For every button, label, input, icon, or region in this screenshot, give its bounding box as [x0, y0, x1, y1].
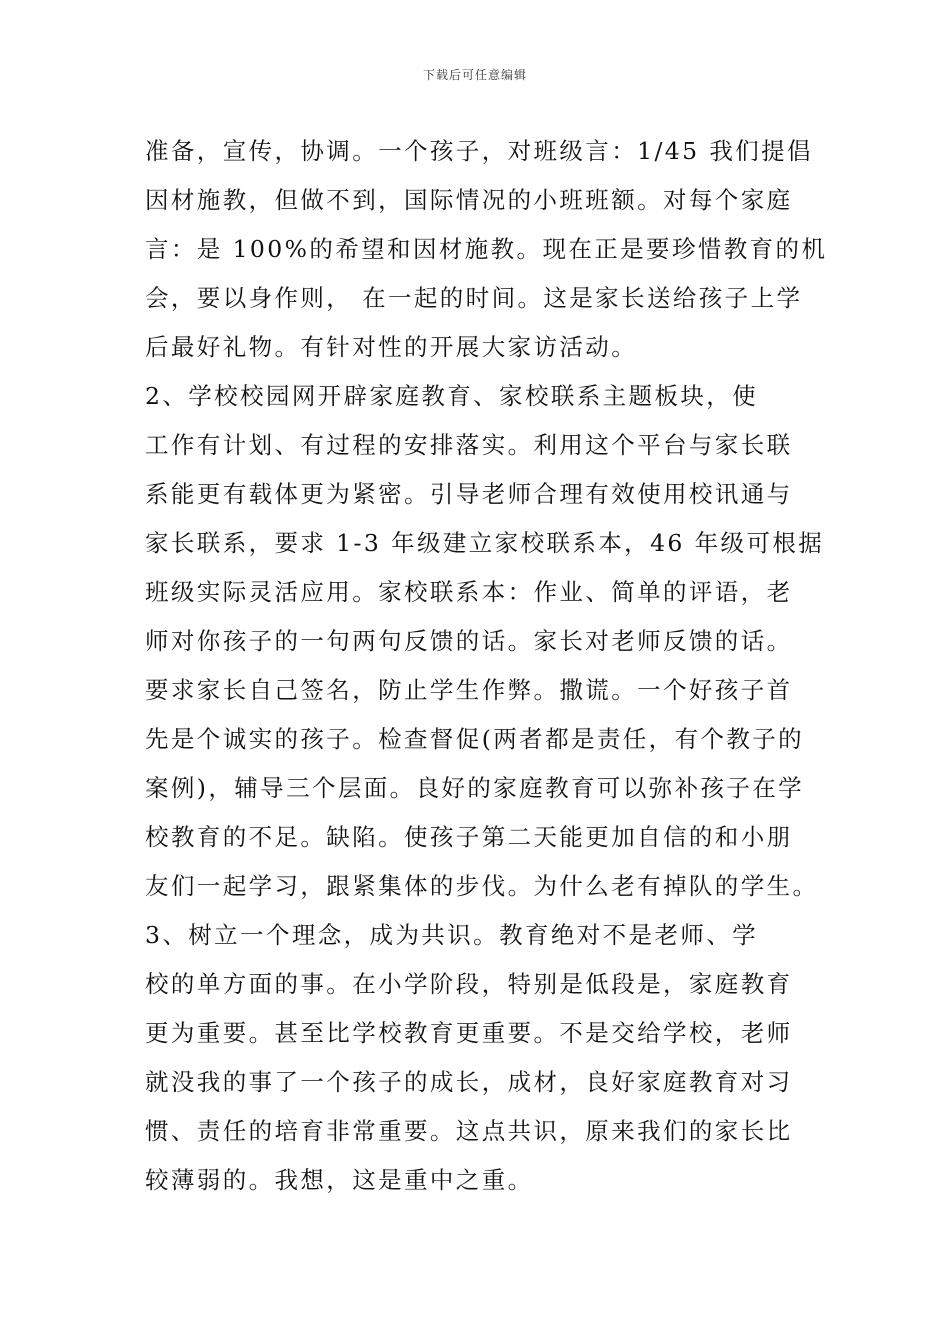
text-line: 友们一起学习，跟紧集体的步伐。为什么老有掉队的学生。 [145, 872, 819, 900]
page-header: 下载后可任意编辑 [422, 68, 527, 82]
text-line: 校的单方面的事。在小学阶段，特别是低段是，家庭教育 [145, 970, 793, 998]
text-line: 准备，宣传，协调。一个孩子，对班级言：1/45 我们提倡 [145, 137, 813, 165]
document-body [145, 127, 828, 1205]
text-line: 惯、责任的培育非常重要。这点共识，原来我们的家长比 [145, 1117, 793, 1145]
text-line: 3、树立一个理念，成为共识。教育绝对不是老师、学 [145, 921, 759, 949]
text-line: 就没我的事了一个孩子的成长，成材，良好家庭教育对习 [145, 1068, 793, 1096]
text-line: 较薄弱的。我想，这是重中之重。 [145, 1166, 534, 1194]
text-line: 系能更有载体更为紧密。引导老师合理有效使用校讯通与 [145, 480, 793, 508]
text-line: 师对你孩子的一句两句反馈的话。家长对老师反馈的话。 [145, 627, 793, 655]
text-line: 2、学校校园网开辟家庭教育、家校联系主题板块，使 [145, 382, 759, 410]
text-line: 更为重要。甚至比学校教育更重要。不是交给学校，老师 [145, 1019, 793, 1047]
text-line: 班级实际灵活应用。家校联系本：作业、简单的评语，老 [145, 578, 793, 606]
text-line: 会，要以身作则， 在一起的时间。这是家长送给孩子上学 [145, 284, 803, 312]
text-line: 校教育的不足。缺陷。使孩子第二天能更加自信的和小朋 [145, 823, 793, 851]
text-line: 要求家长自己签名，防止学生作弊。撒谎。一个好孩子首 [145, 676, 793, 704]
text-line: 家长联系，要求 1-3 年级建立家校联系本，46 年级可根据 [145, 529, 825, 557]
text-line: 因材施教，但做不到，国际情况的小班班额。对每个家庭 [145, 186, 793, 214]
text-line: 先是个诚实的孩子。检查督促(两者都是责任，有个教子的 [145, 725, 805, 753]
text-line: 工作有计划、有过程的安排落实。利用这个平台与家长联 [145, 431, 793, 459]
text-line: 案例)，辅导三个层面。良好的家庭教育可以弥补孩子在学 [145, 774, 805, 802]
text-line: 后最好礼物。有针对性的开展大家访活动。 [145, 333, 638, 361]
text-line: 言：是 100%的希望和因材施教。现在正是要珍惜教育的机 [145, 235, 828, 263]
